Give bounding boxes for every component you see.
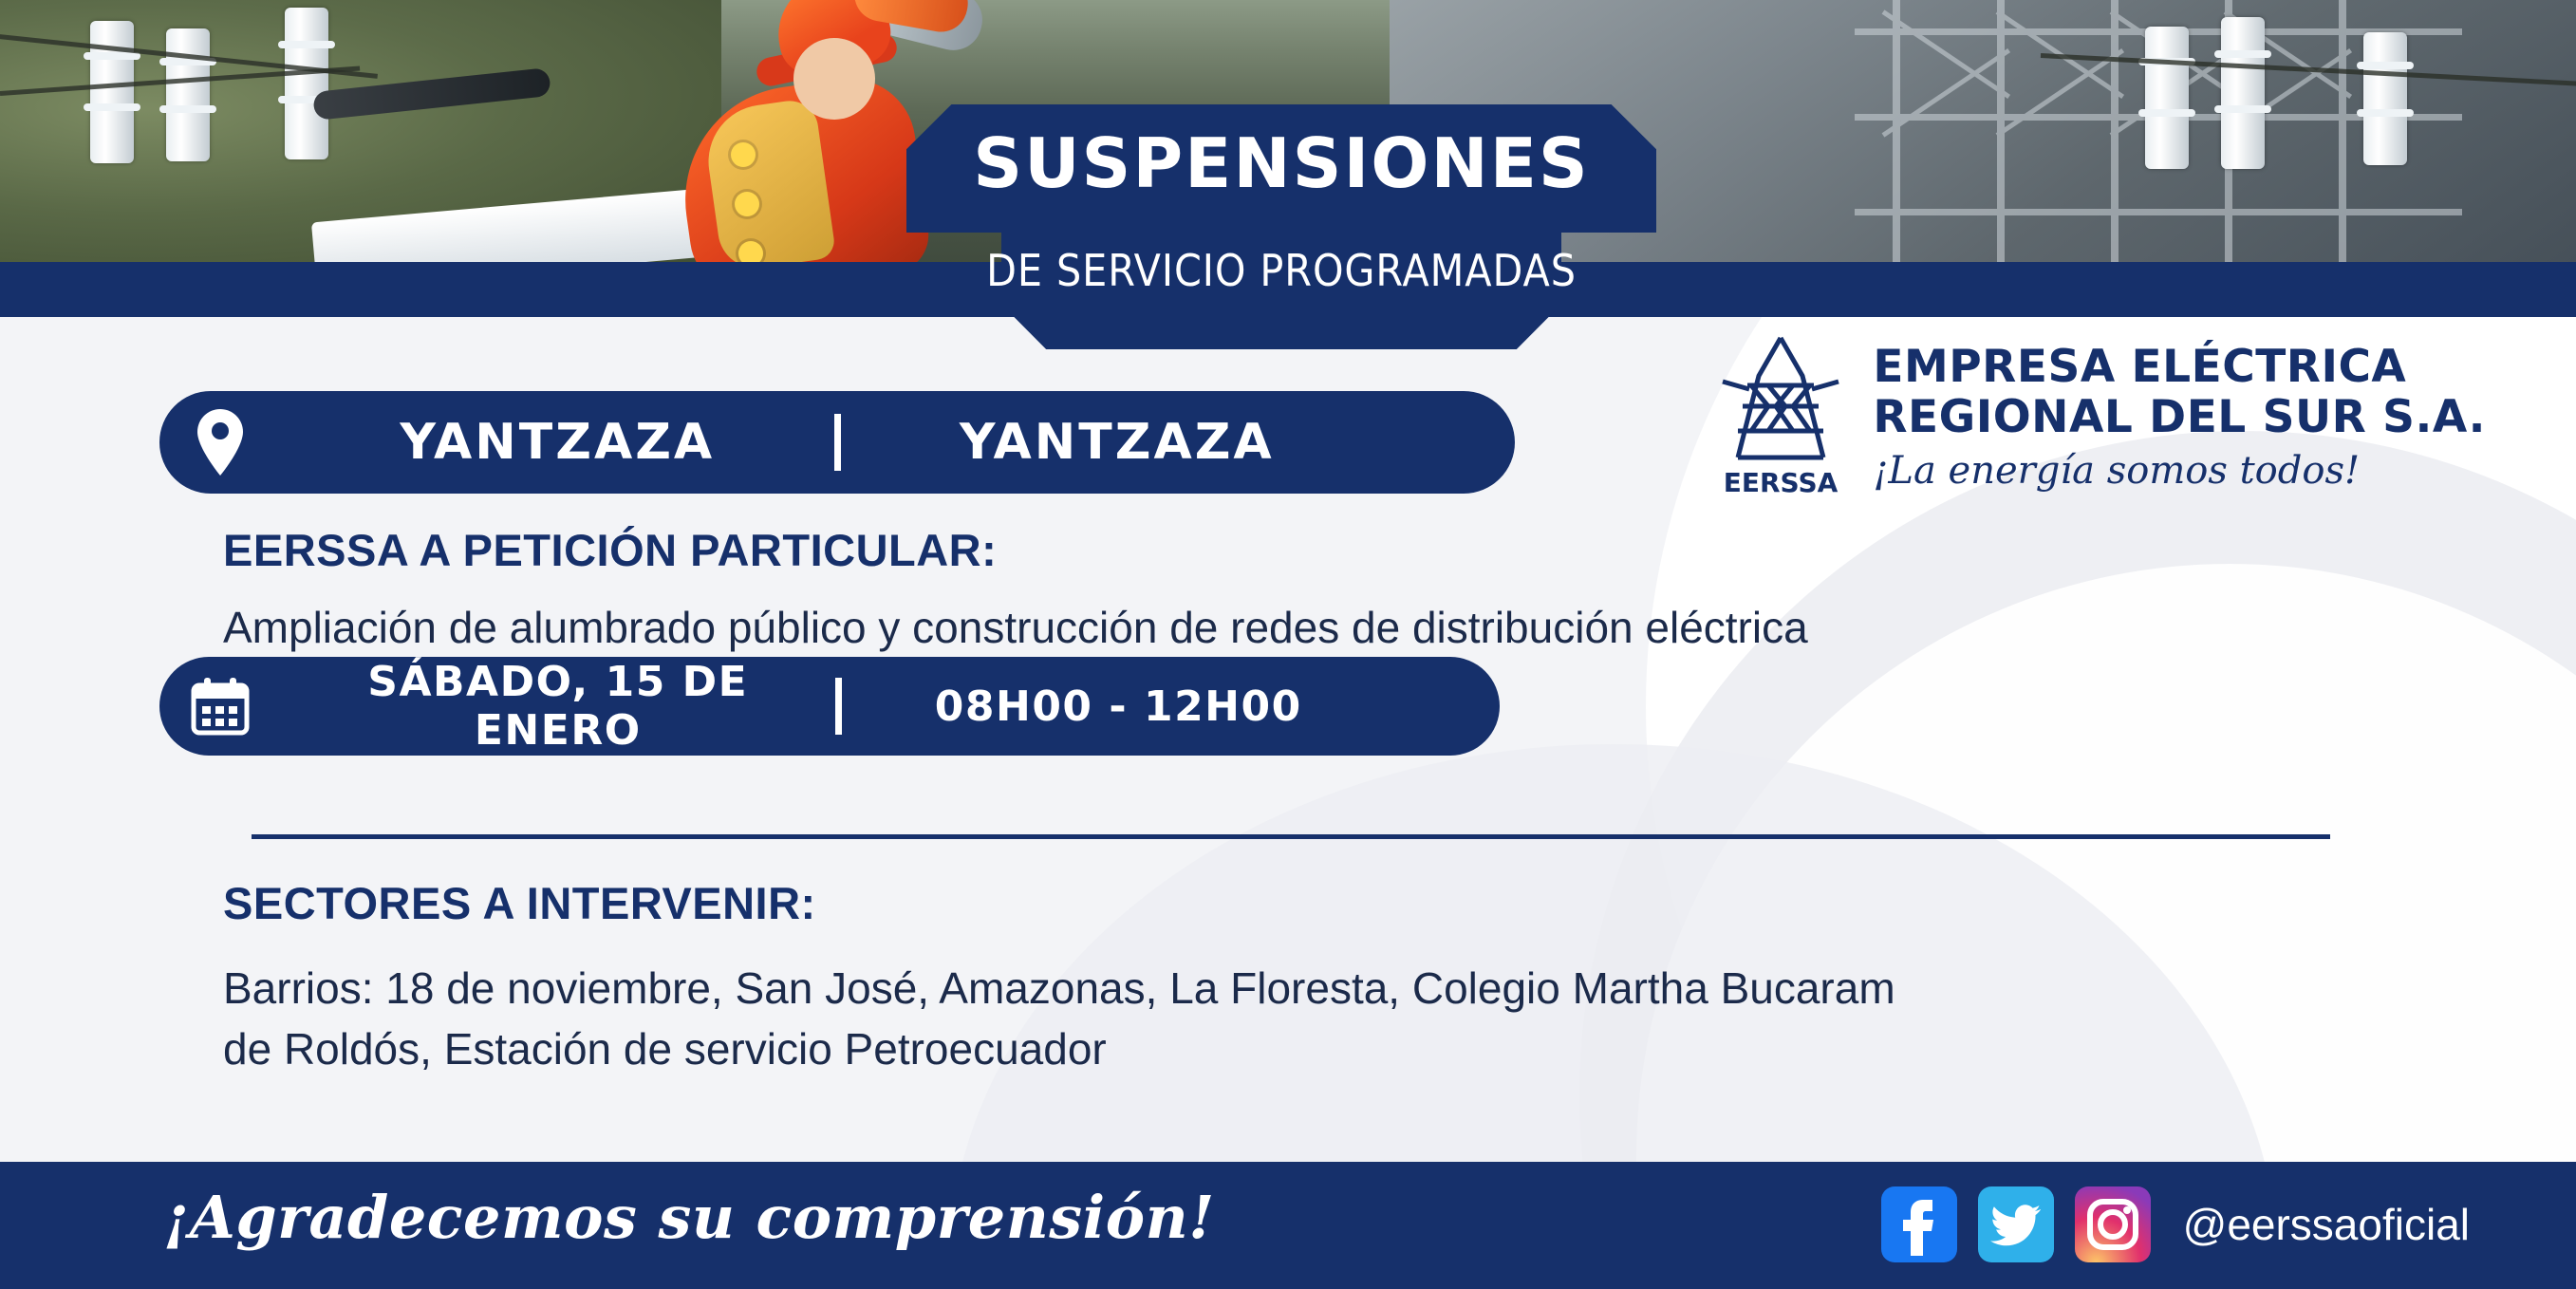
pill-divider xyxy=(834,414,841,471)
schedule-date: SÁBADO, 15 DE ENERO xyxy=(367,658,749,755)
calendar-icon xyxy=(159,676,281,737)
company-name-line2: REGIONAL DEL SUR S.A. xyxy=(1873,391,2486,443)
poster-body xyxy=(0,317,2576,1162)
company-name-line1: EMPRESA ELÉCTRICA xyxy=(1873,341,2407,394)
page-subtitle: DE SERVICIO PROGRAMADAS xyxy=(986,245,1577,296)
sectors-label: SECTORES A INTERVENIR: xyxy=(223,878,816,928)
insulator-stack xyxy=(2221,17,2265,169)
company-slogan: ¡La energía somos todos! xyxy=(1873,448,2361,493)
company-logo xyxy=(1709,332,2486,503)
map-pin-icon xyxy=(159,407,281,477)
facebook-icon[interactable] xyxy=(1881,1186,1957,1262)
insulator-stack xyxy=(285,8,328,159)
insulator-stack xyxy=(2363,32,2407,165)
transmission-tower-icon xyxy=(1709,332,1852,503)
twitter-icon[interactable] xyxy=(1978,1186,2054,1262)
insulator-stack xyxy=(90,21,134,163)
location-parish: YANTZAZA xyxy=(959,414,1275,471)
pill-divider xyxy=(835,678,842,735)
insulator-stack xyxy=(2145,27,2189,169)
logo-caption: EERSSA xyxy=(1724,467,1839,498)
section-divider xyxy=(252,834,2330,839)
page-title: SUSPENSIONES xyxy=(973,123,1590,203)
footer-message: ¡Agradecemos su comprensión! xyxy=(163,1183,1215,1252)
company-name xyxy=(1873,343,2486,492)
schedule-pill xyxy=(159,657,1500,756)
request-label: EERSSA A PETICIÓN PARTICULAR: xyxy=(223,525,998,575)
instagram-icon[interactable] xyxy=(2075,1186,2151,1262)
location-pill xyxy=(159,391,1515,494)
schedule-time: 08H00 - 12H00 xyxy=(934,682,1302,731)
social-links xyxy=(1881,1186,2470,1262)
insulator-stack xyxy=(166,28,210,161)
poster-footer xyxy=(0,1162,2576,1289)
sectors-line-2: de Roldós, Estación de servicio Petroecuador xyxy=(223,1024,1107,1074)
social-handle: @eerssaoficial xyxy=(2182,1200,2470,1249)
sectors-line-1: Barrios: 18 de noviembre, San José, Amazonas, La Floresta, Colegio Martha Bucaram xyxy=(223,963,1895,1013)
location-canton: YANTZAZA xyxy=(400,414,716,471)
request-description: Ampliación de alumbrado público y construcción de redes de distribución eléctrica xyxy=(223,603,1808,652)
